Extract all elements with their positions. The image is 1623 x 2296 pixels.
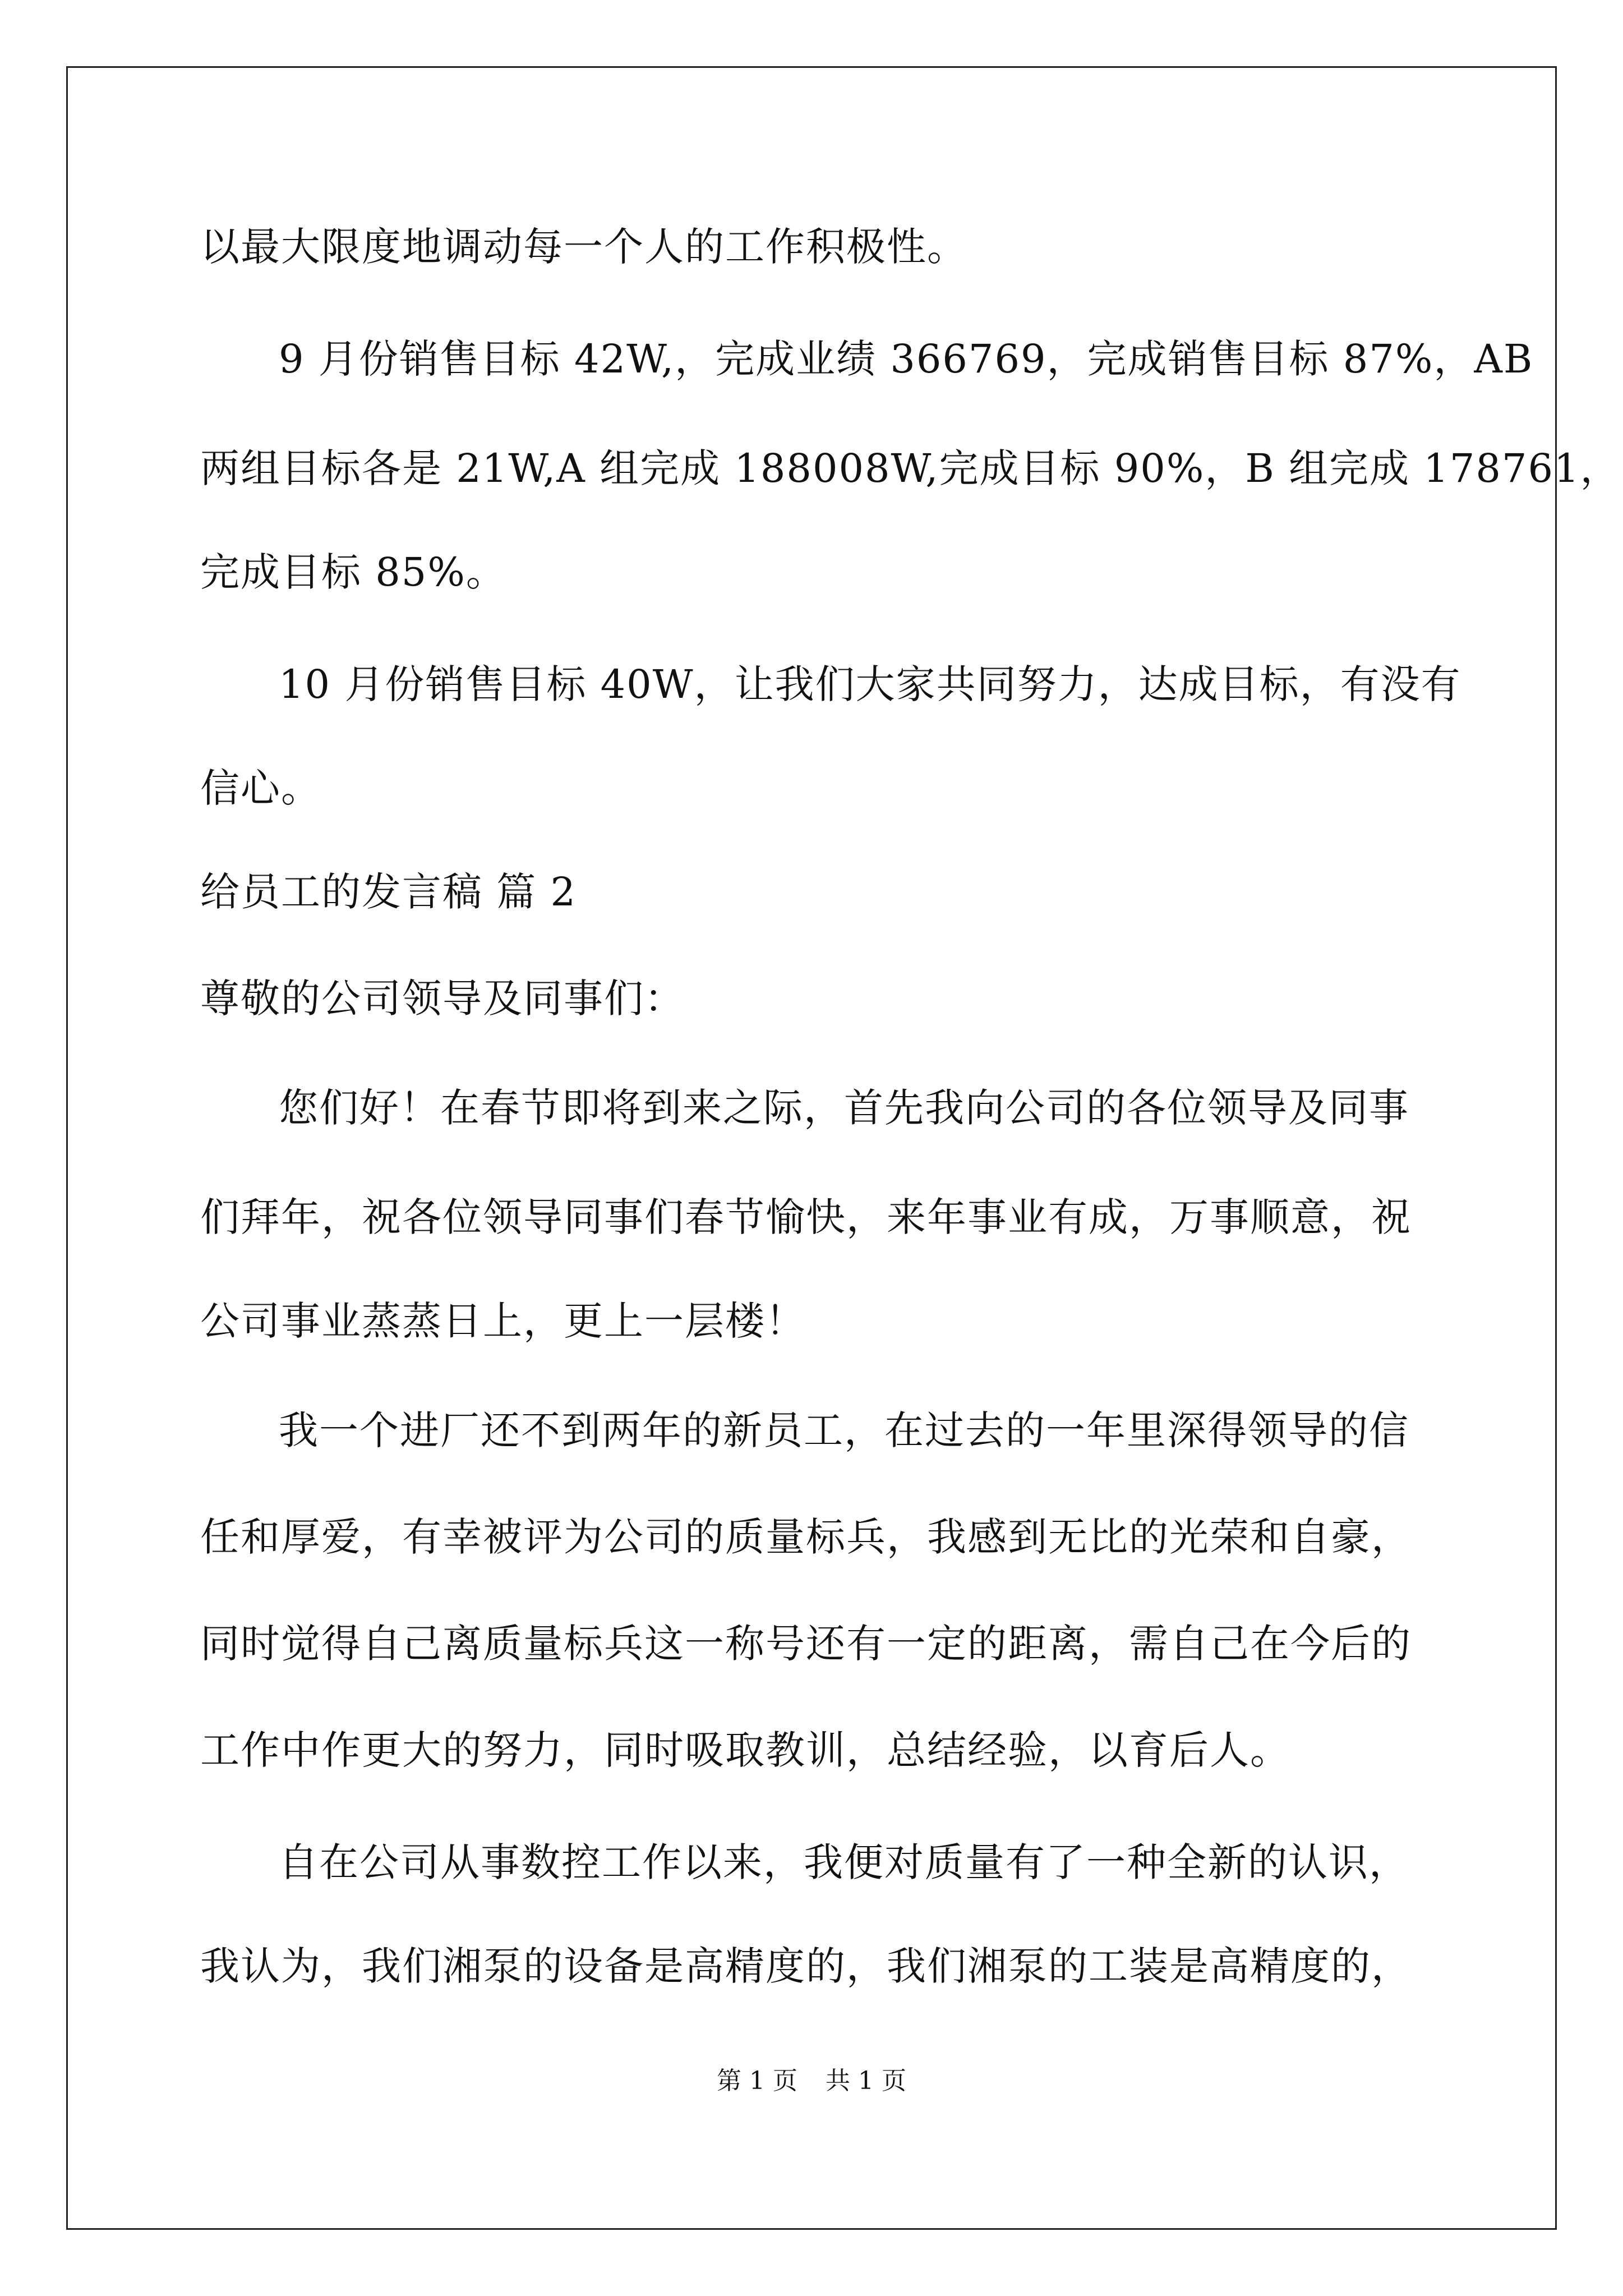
section-heading: 给员工的发言稿 篇 2 <box>200 869 577 915</box>
page-total: 共 1 页 <box>826 2067 906 2095</box>
text-line: 两组目标各是 21W,A 组完成 188008W,完成目标 90%，B 组完成 178761， <box>200 445 1621 491</box>
text-line: 自在公司从事数控工作以来，我便对质量有了一种全新的认识， <box>279 1839 1409 1885</box>
page-number: 第 1 页 <box>717 2067 797 2095</box>
text-line: 您们好！在春节即将到来之际，首先我向公司的各位领导及同事 <box>279 1085 1409 1131</box>
page-footer <box>0 2064 1623 2098</box>
text-line: 信心。 <box>200 765 321 811</box>
text-line: 公司事业蒸蒸日上，更上一层楼！ <box>200 1298 806 1344</box>
salutation: 尊敬的公司领导及同事们： <box>200 976 685 1022</box>
text-line: 任和厚爱，有幸被评为公司的质量标兵，我感到无比的光荣和自豪， <box>200 1514 1412 1560</box>
text-line: 我认为，我们湘泵的设备是高精度的，我们湘泵的工装是高精度的， <box>200 1943 1412 1989</box>
text-line: 同时觉得自己离质量标兵这一称号还有一定的距离，需自己在今后的 <box>200 1621 1412 1667</box>
text-line: 以最大限度地调动每一个人的工作积极性。 <box>200 224 967 270</box>
text-line: 工作中作更大的努力，同时吸取教训，总结经验，以育后人。 <box>200 1727 1290 1773</box>
text-line: 我一个进厂还不到两年的新员工，在过去的一年里深得领导的信 <box>279 1407 1409 1453</box>
page-border <box>66 66 1557 2230</box>
text-line: 9 月份销售目标 42W,，完成业绩 366769，完成销售目标 87%，AB <box>279 336 1534 382</box>
text-line: 们拜年，祝各位领导同事们春节愉快，来年事业有成，万事顺意，祝 <box>200 1194 1412 1240</box>
text-line: 10 月份销售目标 40W，让我们大家共同努力，达成目标，有没有 <box>279 661 1461 707</box>
text-line: 完成目标 85%。 <box>200 549 506 595</box>
